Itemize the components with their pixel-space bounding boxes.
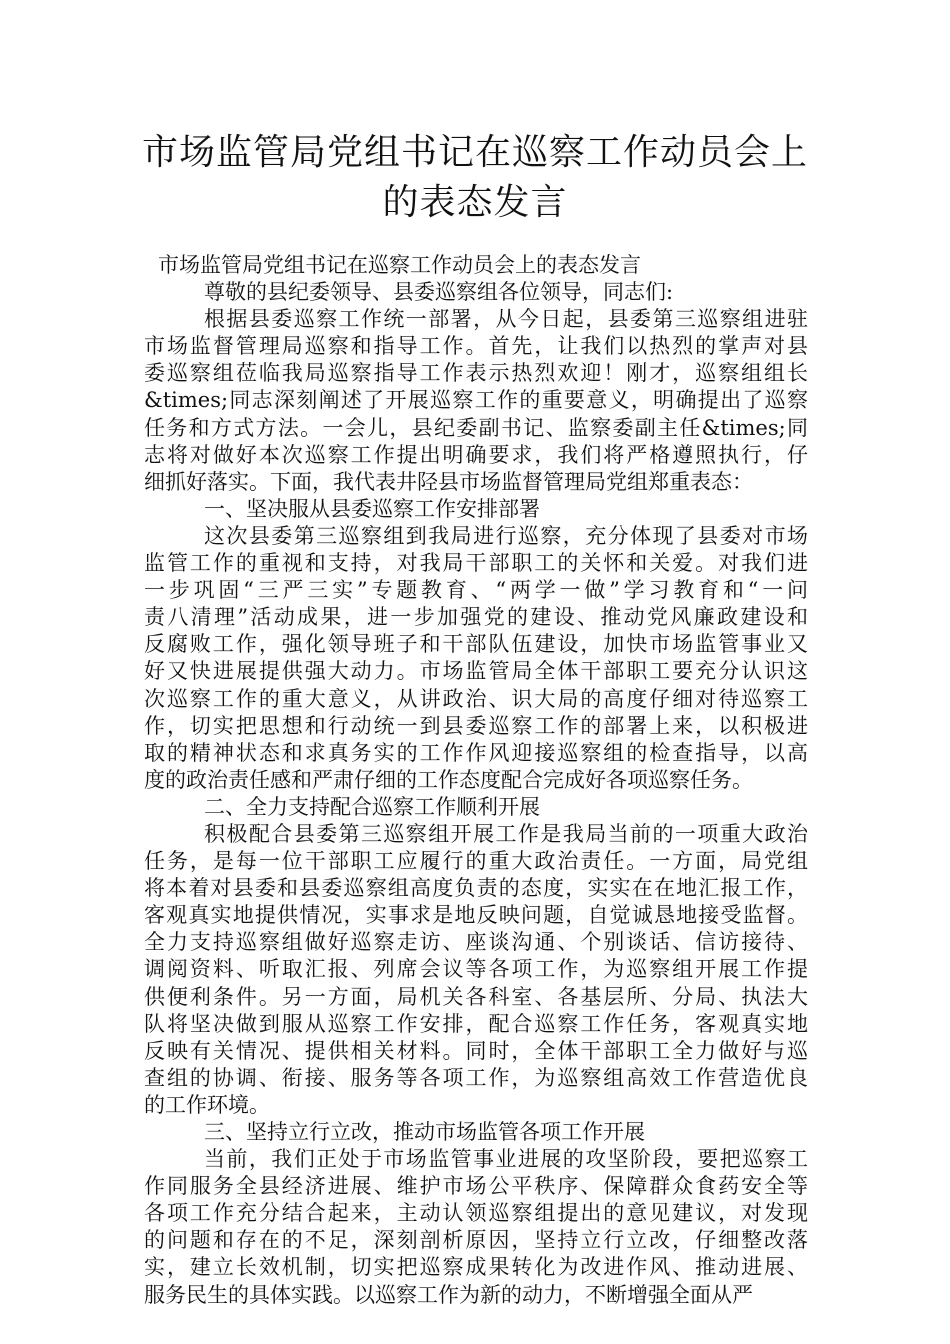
paragraph-line: 各项工作充分结合起来，主动认领巡察组提出的意见建议，对发现 (144, 1201, 808, 1226)
paragraph-line: 供便利条件。另一方面，局机关各科室、各基层所、分局、执法大 (144, 984, 808, 1009)
paragraph-line: 全力支持巡察组做好巡察走访、座谈沟通、个别谈话、信访接待、 (144, 930, 808, 955)
paragraph-line: 调阅资料、听取汇报、列席会议等各项工作，为巡察组开展工作提 (144, 957, 808, 982)
paragraph-2 (144, 523, 808, 794)
title-line-2: 的表态发言 (382, 182, 568, 223)
paragraph-line: 度的政治责任感和严肃仔细的工作态度配合完成好各项巡察任务。 (144, 767, 753, 792)
paragraph-line: 好又快进展提供强大动力。市场监管局全体干部职工要充分认识这 (144, 659, 808, 684)
paragraph-line: 积极配合县委第三巡察组开展工作是我局当前的一项重大政治 (204, 821, 808, 846)
paragraph-line: &times;同志深刻阐述了开展巡察工作的重要意义，明确提出了巡察 (144, 388, 808, 413)
document-title (110, 128, 840, 228)
paragraph-4 (144, 1146, 808, 1309)
paragraph-line: 志将对做好本次巡察工作提出明确要求，我们将严格遵照执行，仔 (144, 442, 808, 467)
paragraph-line: 实，建立长效机制，切实把巡察成果转化为改进作风、推动进展、 (144, 1255, 808, 1280)
paragraph-line: 责八清理”活动成果，进一步加强党的建设、推动党风廉政建设和 (144, 605, 808, 630)
paragraph-line: 任务和方式方法。一会儿，县纪委副书记、监察委副主任&times;同 (144, 415, 808, 440)
paragraph-line: 次巡察工作的重大意义，从讲政治、识大局的高度仔细对待巡察工 (144, 686, 808, 711)
paragraph-1 (144, 306, 808, 496)
paragraph-line: 查组的协调、衔接、服务等各项工作，为巡察组高效工作营造优良 (144, 1065, 808, 1090)
paragraph-line: 服务民生的具体实践。以巡察工作为新的动力，不断增强全面从严 (144, 1282, 753, 1307)
salutation: 尊敬的县纪委领导、县委巡察组各位领导，同志们: (204, 280, 674, 305)
paragraph-line: 反映有关情况、提供相关材料。同时，全体干部职工全力做好与巡 (144, 1038, 808, 1063)
paragraph-line: 当前，我们正处于市场监管事业进展的攻坚阶段，要把巡察工 (204, 1147, 808, 1172)
paragraph-line: 细抓好落实。下面，我代表井陉县市场监督管理局党组郑重表态： (144, 469, 753, 494)
paragraph-line: 根据县委巡察工作统一部署，从今日起，县委第三巡察组进驻 (204, 307, 808, 332)
paragraph-line: 委巡察组莅临我局巡察指导工作表示热烈欢迎！刚才，巡察组组长 (144, 361, 808, 386)
paragraph-line: 取的精神状态和求真务实的工作作风迎接巡察组的检查指导，以高 (144, 740, 808, 765)
section-heading-3: 三、坚持立行立改，推动市场监管各项工作开展 (204, 1120, 645, 1144)
paragraph-line: 作，切实把思想和行动统一到县委巡察工作的部署上来，以积极进 (144, 713, 808, 738)
paragraph-3 (144, 821, 808, 1119)
paragraph-line: 这次县委第三巡察组到我局进行巡察，充分体现了县委对市场 (204, 523, 808, 548)
paragraph-line: 客观真实地提供情况，实事求是地反映问题，自觉诚恳地接受监督。 (144, 903, 808, 928)
paragraph-line: 将本着对县委和县委巡察组高度负责的态度，实实在在地汇报工作， (144, 876, 808, 901)
document-body (144, 252, 808, 1309)
section-heading-2: 二、全力支持配合巡察工作顺利开展 (204, 794, 540, 819)
paragraph-line: 反腐败工作，强化领导班子和干部队伍建设，加快市场监管事业又 (144, 632, 808, 657)
title-line-1: 市场监管局党组书记在巡察工作动员会上 (141, 132, 808, 173)
paragraph-line: 一步巩固“三严三实”专题教育、“两学一做”学习教育和“一问 (144, 578, 808, 603)
paragraph-line: 监管工作的重视和支持，对我局干部职工的关怀和关爱。对我们进 (144, 551, 808, 576)
paragraph-line: 的问题和存在的不足，深刻剖析原因，坚持立行立改，仔细整改落 (144, 1228, 808, 1253)
document-subtitle: 市场监管局党组书记在巡察工作动员会上的表态发言 (158, 253, 641, 277)
section-heading-1: 一、坚决服从县委巡察工作安排部署 (204, 496, 540, 521)
paragraph-line: 任务，是每一位干部职工应履行的重大政治责任。一方面，局党组 (144, 849, 808, 874)
paragraph-line: 队将坚决做到服从巡察工作安排，配合巡察工作任务，客观真实地 (144, 1011, 808, 1036)
paragraph-line: 作同服务全县经济进展、维护市场公平秩序、保障群众食药安全等 (144, 1174, 808, 1199)
paragraph-line: 市场监督管理局巡察和指导工作。首先，让我们以热烈的掌声对县 (144, 334, 808, 359)
paragraph-line: 的工作环境。 (144, 1092, 270, 1117)
